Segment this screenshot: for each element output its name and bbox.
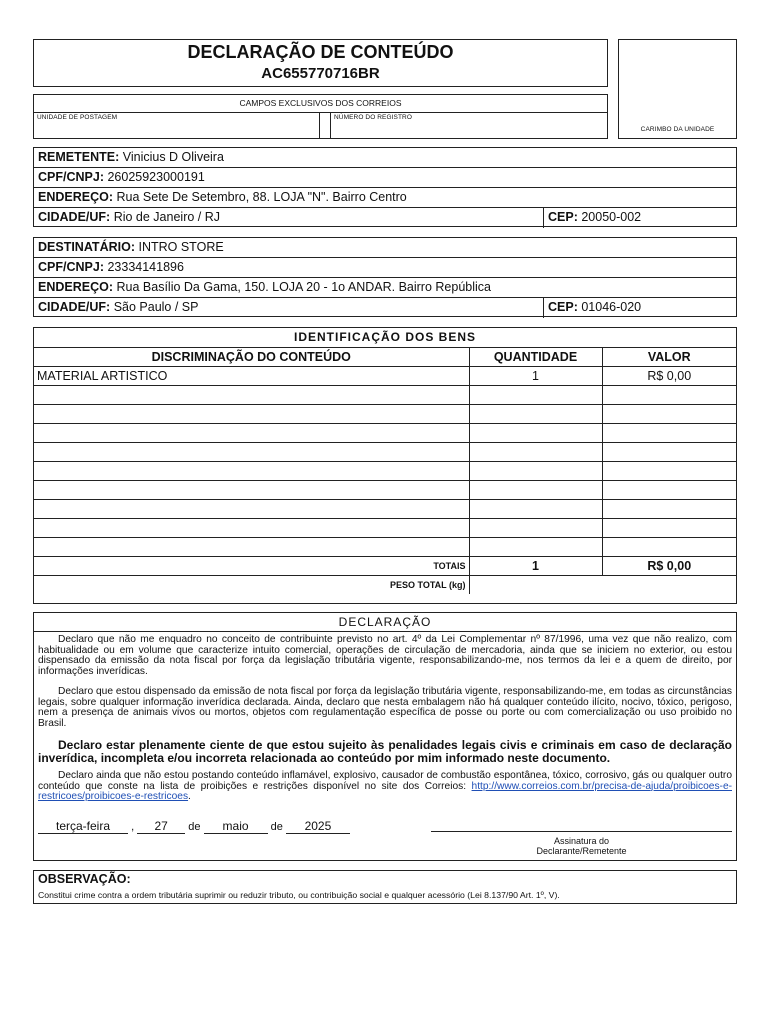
observation-title: OBSERVAÇÃO: (38, 872, 131, 886)
item-quantity (469, 537, 602, 556)
declaration-title: DECLARAÇÃO (34, 615, 736, 632)
item-value (602, 423, 736, 442)
item-description (34, 537, 469, 556)
recipient-cep-label: CEP: (548, 300, 578, 314)
weight-row (34, 575, 736, 594)
signature-caption-2: Declarante/Remetente (536, 846, 627, 856)
col-quantity-header: QUANTIDADE (469, 347, 602, 366)
sender-name: Vinicius D Oliveira (122, 150, 224, 164)
item-value (602, 442, 736, 461)
sender-box (33, 147, 737, 227)
date-month: maio (204, 819, 268, 834)
item-description (34, 404, 469, 423)
sender-city-row (34, 208, 736, 228)
sender-cep-divider (543, 208, 544, 228)
sender-doc-row (34, 168, 736, 188)
item-value: R$ 0,00 (602, 366, 736, 385)
item-description: MATERIAL ARTISTICO (34, 366, 469, 385)
item-quantity (469, 499, 602, 518)
goods-row (34, 461, 736, 480)
goods-row (34, 423, 736, 442)
item-value (602, 404, 736, 423)
recipient-cep-divider (543, 298, 544, 318)
sender-address-label: ENDEREÇO: (38, 190, 114, 204)
correios-fields-title: CAMPOS EXCLUSIVOS DOS CORREIOS (239, 98, 402, 108)
weight-label: PESO TOTAL (kg) (34, 575, 469, 594)
title-box (33, 39, 608, 87)
sender-address-row (34, 188, 736, 208)
date-line (38, 819, 350, 834)
item-description (34, 461, 469, 480)
prohibitions-link[interactable]: http://www.correios.com.br/precisa-de-ajuda/proibicoes-e-restricoes/proibicoes-e-restricoes (38, 780, 732, 803)
totals-row (34, 556, 736, 575)
item-value (602, 461, 736, 480)
item-quantity (469, 480, 602, 499)
registry-number-label: NÚMERO DO REGISTRO (334, 114, 412, 121)
posting-unit-label: UNIDADE DE POSTAGEM (37, 114, 118, 121)
recipient-cep: 01046-020 (581, 300, 642, 314)
registry-number-field (330, 112, 607, 138)
posting-unit-field (34, 112, 320, 138)
item-quantity: 1 (469, 366, 602, 385)
goods-section-title: IDENTIFICAÇÃO DOS BENS (34, 328, 736, 347)
recipient-name: INTRO STORE (138, 240, 224, 254)
declaration-paragraph-3: Declaro estar plenamente ciente de que estou sujeito às penalidades legais civis e criminais em caso de declaração inverídica, incompleta e/ou incorreta relacionada ao conteúdo por mim informado neste documento. (38, 738, 732, 765)
sender-name-row (34, 148, 736, 168)
sender-address: Rua Sete De Setembro, 88. LOJA "N". Bairro Centro (116, 190, 407, 204)
goods-row (34, 537, 736, 556)
date-de-1: de (188, 821, 201, 833)
stamp-label: CARIMBO DA UNIDADE (640, 126, 715, 133)
goods-section-title-row (34, 328, 736, 347)
totals-label: TOTAIS (34, 556, 469, 575)
observation-box (33, 870, 737, 904)
item-quantity (469, 423, 602, 442)
recipient-name-row (34, 238, 736, 258)
item-value (602, 537, 736, 556)
date-de-2: de (270, 821, 283, 833)
goods-row (34, 480, 736, 499)
signature-line (431, 831, 732, 832)
recipient-name-label: DESTINATÁRIO: (38, 240, 135, 254)
declaration-paragraph-1: Declaro que não me enquadro no conceito de contribuinte previsto no art. 4º da Lei Complementar nº 87/1996, uma vez que não realizo, com habitualidade ou em volume que caracterize intuito comercial, operações de circulação de mercadoria, ainda que se iniciem no exterior, ou estou dispensado da emissão da nota fiscal por força da legislação tributária vigente, responsabilizando-me, nos termos da lei e a quem de direito, por informações inverídicas. (38, 634, 732, 677)
recipient-cep-cell (548, 298, 641, 317)
item-quantity (469, 385, 602, 404)
item-description (34, 442, 469, 461)
sender-doc-label: CPF/CNPJ: (38, 170, 104, 184)
item-description (34, 499, 469, 518)
recipient-doc-label: CPF/CNPJ: (38, 260, 104, 274)
declaration-paragraph-4-end: . (188, 791, 191, 803)
sender-cep: 20050-002 (581, 210, 642, 224)
observation-text: Constitui crime contra a ordem tributária suprimir ou reduzir tributo, ou contribuição social e qualquer acessório (Lei 8.137/90 Art. 1º, V). (38, 890, 560, 900)
sender-city-label: CIDADE/UF: (38, 210, 111, 224)
goods-row (34, 385, 736, 404)
sender-cep-label: CEP: (548, 210, 578, 224)
col-value-header: VALOR (602, 347, 736, 366)
item-value (602, 499, 736, 518)
item-description (34, 385, 469, 404)
item-quantity (469, 461, 602, 480)
page-title: DECLARAÇÃO DE CONTEÚDO (187, 42, 454, 62)
col-description-header: DISCRIMINAÇÃO DO CONTEÚDO (34, 347, 469, 366)
declaration-paragraph-4-text: Declaro ainda que não estou postando conteúdo inflamável, explosivo, causador de combustão espontânea, tóxico, corrosivo, gás ou qualquer outro conteúdo que conste na lista de proibições e restrições disponível no site dos Correios: (38, 770, 732, 792)
goods-row (34, 442, 736, 461)
item-description (34, 480, 469, 499)
goods-header-row (34, 347, 736, 366)
item-value (602, 480, 736, 499)
item-quantity (469, 518, 602, 537)
sender-name-label: REMETENTE: (38, 150, 120, 164)
declaration-paragraph-2: Declaro que estou dispensado da emissão de nota fiscal por força da legislação tributária vigente, responsabilizando-me, em todas as circunstâncias legais, sobre qualquer informação inverídica declarada. Ainda, declaro que nesta embalagem não há qualquer conteúdo ilícito, nocivo, tóxico, perigoso, nem a presença de animais vivos ou mortos, objetos com regulamentação específica de posse ou porte ou com comercialização ou uso proibido no Brasil. (38, 686, 732, 729)
item-quantity (469, 404, 602, 423)
recipient-address-row (34, 278, 736, 298)
recipient-doc-row (34, 258, 736, 278)
goods-row (34, 499, 736, 518)
date-day: 27 (137, 819, 185, 834)
weight-value (469, 575, 736, 594)
item-description (34, 518, 469, 537)
item-quantity (469, 442, 602, 461)
signature-caption-1: Assinatura do (553, 836, 610, 846)
item-value (602, 518, 736, 537)
item-description (34, 423, 469, 442)
sender-doc: 26025923000191 (107, 170, 205, 184)
total-quantity: 1 (469, 556, 602, 575)
date-weekday: terça-feira (38, 819, 128, 834)
declaration-paragraph-4 (38, 771, 732, 803)
declaration-box (33, 612, 737, 861)
correios-fields-box (33, 94, 608, 139)
goods-row (34, 366, 736, 385)
stamp-box (618, 39, 737, 139)
recipient-city-label: CIDADE/UF: (38, 300, 111, 314)
date-year: 2025 (286, 819, 350, 834)
goods-row (34, 518, 736, 537)
recipient-address-label: ENDEREÇO: (38, 280, 114, 294)
recipient-city-row (34, 298, 736, 318)
goods-table (34, 328, 736, 594)
sender-city: Rio de Janeiro / RJ (113, 210, 221, 224)
recipient-city: São Paulo / SP (113, 300, 199, 314)
goods-row (34, 404, 736, 423)
recipient-doc: 23334141896 (107, 260, 184, 274)
recipient-box (33, 237, 737, 317)
item-value (602, 385, 736, 404)
tracking-code: AC655770716BR (261, 65, 380, 82)
sender-cep-cell (548, 208, 641, 227)
date-comma: , (131, 821, 135, 833)
goods-box (33, 327, 737, 604)
recipient-address: Rua Basílio Da Gama, 150. LOJA 20 - 1o ANDAR. Bairro República (116, 280, 491, 294)
total-value: R$ 0,00 (602, 556, 736, 575)
